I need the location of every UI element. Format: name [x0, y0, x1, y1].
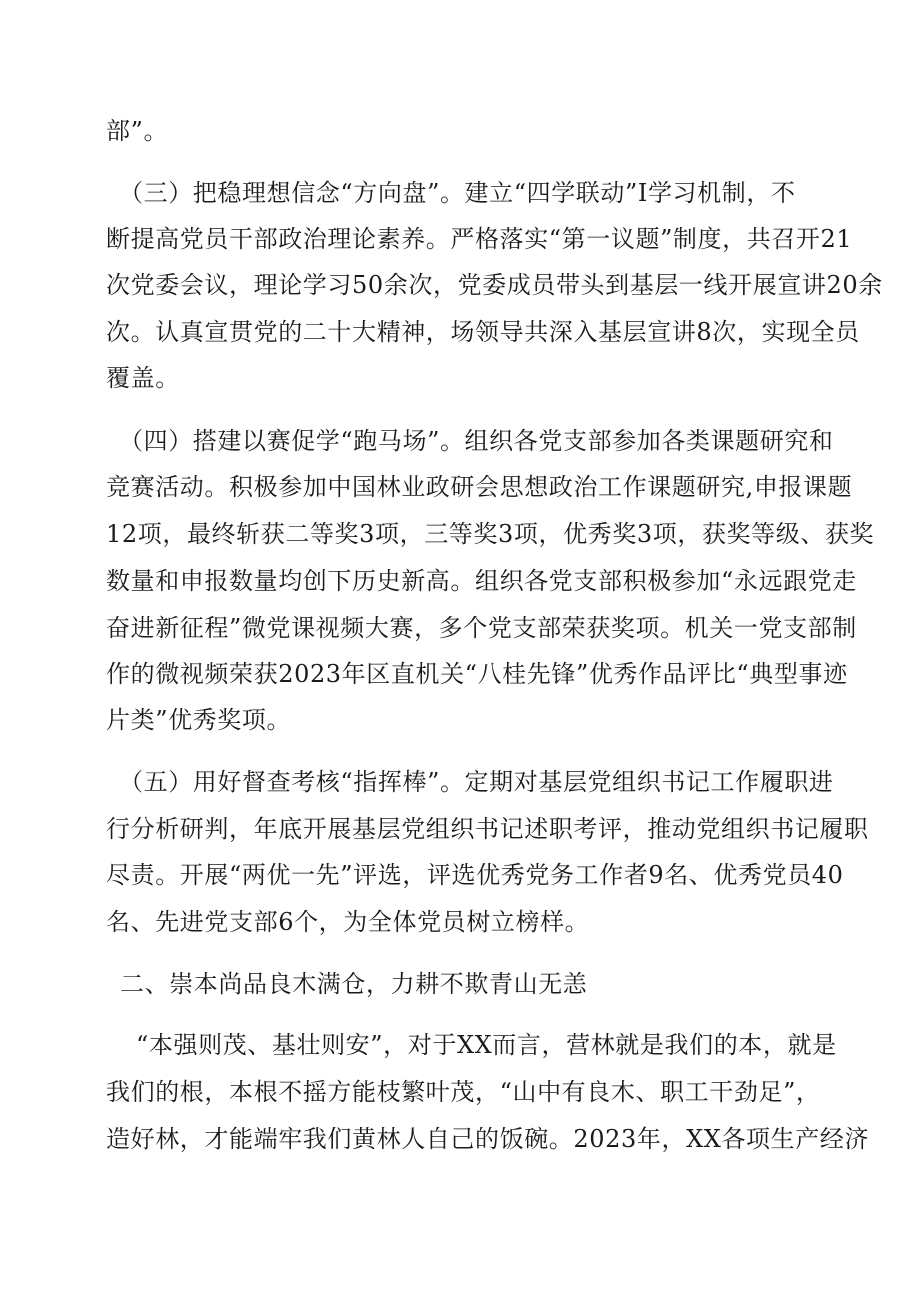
section-4-line-4: 数量和申报数量均创下历史新高。组织各党支部积极参加“永远跟党走: [106, 567, 857, 595]
section-4-line-5: 奋进新征程”微党课视频大赛，多个党支部荣获奖项。机关一党支部制: [106, 614, 857, 642]
section-4-line-7: 片类”优秀奖项。: [106, 706, 292, 734]
section-4-line-2: 竞赛活动。积极参加中国林业政研会思想政治工作课题研究,申报课题: [106, 473, 853, 501]
section-3-line-3: 次党委会议，理论学习50余次，党委成员带头到基层一线开展宣讲20余: [106, 271, 883, 299]
section-3-line-2: 断提高党员干部政治理论素养。严格落实“第一议题”制度，共召开21: [106, 225, 853, 253]
paragraph-2-end: 部”。: [106, 117, 169, 145]
section-3-line-4: 次。认真宣贯党的二十大精神，场领导共深入基层宣讲8次，实现全员: [106, 318, 860, 346]
section-3-line-5: 覆盖。: [106, 364, 180, 392]
chapter-2-line-1: “本强则茂、基壮则安”，对于XX而言，营林就是我们的本，就是: [136, 1031, 837, 1059]
section-3-line-1: （三）把稳理想信念“方向盘”。建立“四学联动”I学习机制，不: [119, 179, 796, 207]
section-4-line-1: （四）搭建以赛促学“跑马场”。组织各党支部参加各类课题研究和: [119, 427, 834, 455]
section-4-line-3: 12项，最终斩获二等奖3项，三等奖3项，优秀奖3项，获奖等级、获奖: [106, 520, 875, 548]
section-5-line-4: 名、先进党支部6个，为全体党员树立榜样。: [106, 908, 590, 936]
section-4-line-6: 作的微视频荣获2023年区直机关“八桂先锋”优秀作品评比“典型事迹: [106, 660, 848, 688]
chapter-2-line-2: 我们的根，本根不摇方能枝繁叶茂，“山中有良木、职工干劲足”，: [106, 1078, 821, 1106]
section-5-line-2: 行分析研判，年底开展基层党组织书记述职考评，推动党组织书记履职: [106, 815, 869, 843]
section-5-line-1: （五）用好督查考核“指挥棒”。定期对基层党组织书记工作履职进: [119, 768, 834, 796]
chapter-2-heading: 二、崇本尚品良木满仓，力耕不欺青山无恙: [120, 970, 588, 998]
chapter-2-line-3: 造好林，才能端牢我们黄林人自己的饭碗。2023年，XX各项生产经济: [106, 1125, 870, 1153]
section-5-line-3: 尽责。开展“两优一先”评选，评选优秀党务工作者9名、优秀党员40: [106, 861, 844, 889]
